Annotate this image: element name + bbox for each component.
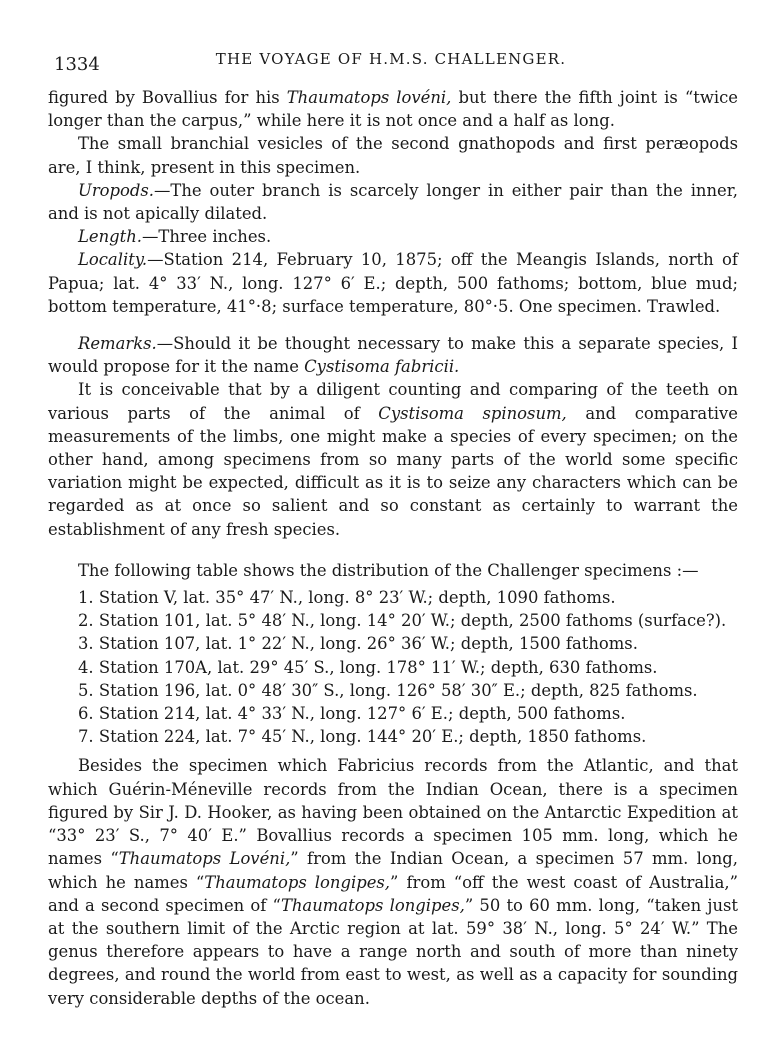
page-body (48, 86, 738, 1010)
species-name: Thaumatops longipes, (204, 872, 391, 892)
spacer (48, 541, 738, 559)
paragraph-remarks: Remarks.—Should it be thought necessary to make this a separate species, I would propose for it the name Cystisoma fabricii. (48, 334, 738, 377)
page-number: 1334 (54, 54, 100, 75)
species-name: Thaumatops longipes, (280, 895, 465, 915)
paragraph-locality: Locality.—Station 214, February 10, 1875; off the Meangis Islands, north of Papua; lat. 4° 33′ N., long. 127° 6′ E.; depth, 500 fathoms; bottom, blue mud; bottom temperature, 41°·8; surface temperature, 80°·5. One specimen. Trawled. (48, 250, 738, 316)
paragraph-distribution: Besides the specimen which Fabricius records from the Atlantic, and that which Guérin-Méneville records from the Indian Ocean, there is a specimen figured by Sir J. D. Hooker, as having been obtained on the Antarctic Expedition at “33° 23′ S., 7° 40′ E.” Bovallius records a specimen 105 mm. long, which he names “Thaumatops Lovéni,” from the Indian Ocean, a specimen 57 mm. long, which he names “Thaumatops longipes,” from “off the west coast of Australia,” and a second specimen of “Thaumatops longipes,” 50 to 60 mm. long, “taken just at the southern limit of the Arctic region at lat. 59° 38′ N., long. 5° 24′ W.” The genus therefore appears to have a range north and south of more than ninety degrees, and round the world from east to west, as well as a capacity for sounding very considerable depths of the ocean. (48, 756, 738, 1008)
paragraph-uropods: Uropods.—The outer branch is scarcely longer in either pair than the inner, and is not apically dilated. (48, 180, 738, 224)
spacer (48, 318, 738, 332)
section-label-locality: Locality. (78, 250, 148, 270)
station-list (78, 586, 738, 748)
species-name: Cystisoma fabricii. (304, 357, 460, 377)
list-item: 3. Station 107, lat. 1° 22′ N., long. 26° 36′ W.; depth, 1500 fathoms. (78, 634, 638, 654)
list-item: 4. Station 170A, lat. 29° 45′ S., long. 178° 11′ W.; depth, 630 fathoms. (78, 657, 658, 677)
list-item: 5. Station 196, lat. 0° 48′ 30″ S., long. 126° 58′ 30″ E.; depth, 825 fathoms. (78, 680, 698, 700)
list-item: 1. Station V, lat. 35° 47′ N., long. 8° 23′ W.; depth, 1090 fathoms. (78, 588, 616, 608)
page-header (46, 46, 736, 76)
section-label-uropods: Uropods. (78, 180, 154, 200)
list-item: 6. Station 214, lat. 4° 33′ N., long. 127° 6′ E.; depth, 500 fathoms. (78, 704, 626, 724)
species-name: Thaumatops Lovéni, (118, 849, 291, 869)
list-item: 2. Station 101, lat. 5° 48′ N., long. 14° 20′ W.; depth, 2500 fathoms (surface?). (78, 611, 727, 631)
paragraph-conceivable: It is conceivable that by a diligent counting and comparing of the teeth on various parts of the animal of Cystisoma spinosum, and comparative measurements of the limbs, one might make a species of every specimen; on the other hand, among specimens from so many parts of the world some specific variation might be expected, difficult as it is to seize any characters which can be regarded as at once so salient and so constant as certainly to warrant the establishment of any fresh species. (48, 380, 738, 539)
paragraph-vesicles: The small branchial vesicles of the second gnathopods and first peræopods are, I think, present in this specimen. (48, 134, 738, 177)
list-item: 7. Station 224, lat. 7° 45′ N., long. 144° 20′ E.; depth, 1850 fathoms. (78, 727, 647, 747)
running-title: THE VOYAGE OF H.M.S. CHALLENGER. (215, 50, 567, 68)
section-label-remarks: Remarks. (78, 334, 157, 354)
table-intro: The following table shows the distribution of the Challenger specimens :— (78, 560, 699, 580)
species-name: Cystisoma spinosum, (378, 403, 567, 423)
section-label-length: Length. (78, 227, 142, 247)
species-name: Thaumatops lovéni, (286, 88, 452, 107)
paragraph-continuation: figured by Bovallius for his Thaumatops lovéni, but there the fifth joint is “twice longer than the carpus,” while here it is not once and a half as long. (48, 88, 738, 131)
paragraph-length: Length.—Three inches. (78, 227, 272, 247)
